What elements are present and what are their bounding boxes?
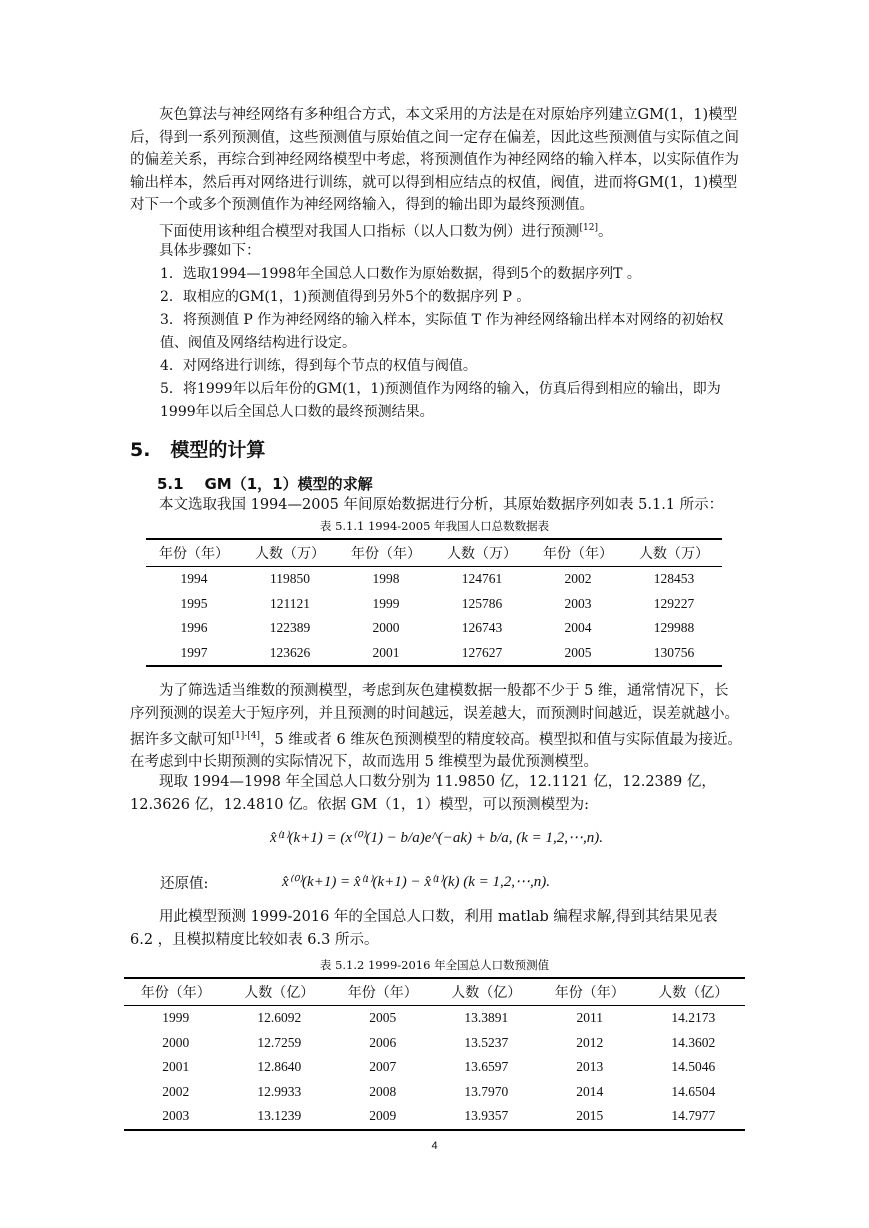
table-cell: 2009	[369, 1108, 397, 1124]
step-3: 3．将预测值 P 作为神经网络的输入样本，实际值 T 作为神经网络输出样本对网络的初始权值、阀值及网络结构进行设定。	[160, 312, 724, 351]
table-cell: 2001	[372, 644, 400, 660]
page-number: 4	[431, 1140, 438, 1152]
population-table	[146, 538, 722, 667]
predict-paragraph: 用此模型预测 1999-2016 年的全国总人口数，利用 matlab 编程求解,得到其结果见表 6.2 ，且模拟精度比较如表 6.3 所示。	[130, 909, 718, 948]
table2-header: 年份（年）	[331, 978, 435, 1006]
step-4: 4．对网络进行训练，得到每个节点的权值与阀值。	[160, 358, 477, 374]
table-cell: 124761	[461, 571, 503, 587]
table-cell: 2011	[576, 1010, 603, 1026]
combo-reference: [12]	[579, 223, 598, 233]
section-number: 5.	[130, 439, 151, 461]
table-cell: 13.3891	[464, 1010, 509, 1026]
table-cell: 1999	[162, 1010, 190, 1026]
table-cell: 2012	[576, 1034, 604, 1050]
table-cell: 1999	[372, 595, 400, 611]
table-row	[146, 641, 722, 667]
table2-header-row	[124, 978, 745, 1006]
restore-label: 还原值:	[160, 876, 209, 892]
table1-header: 人数（万）	[242, 539, 338, 567]
forecast-table	[124, 977, 745, 1131]
table1-caption: 表 5.1.1 1994-2005 年我国人口总数数据表	[319, 519, 550, 533]
table-cell: 128453	[653, 571, 695, 587]
take-paragraph: 现取 1994—1998 年全国总人口数分别为 11.9850 亿，12.1121 亿，12.2389 亿，12.3626 亿，12.4810 亿。依据 GM（1，1）模型，可以预测模型为:	[130, 774, 716, 813]
table-cell: 2008	[369, 1083, 397, 1099]
table-row	[124, 1055, 745, 1080]
intro-paragraph: 灰色算法与神经网络有多种组合方式，本文采用的方法是在对原始序列建立GM(1，1)模型后，得到一系列预测值，这些预测值与原始值之间一定存在偏差，因此这些预测值与实际值之间的偏差关系，再综合到神经网络模型中考虑，将预测值作为神经网络的输入样本，以实际值作为输出样本，然后再对网络进行训练，就可以得到相应结点的权值，阀值，进而将GM(1，1)模型对下一个或多个预测值作为神经网络输入，得到的输出即为最终预测值。	[130, 107, 739, 213]
model-formula: x̂⁽¹⁾(k+1) = (x⁽⁰⁾(1) − b/a)e^(−ak) + b/a, (k = 1,2,⋯,n).	[270, 830, 604, 846]
table2-header: 人数（亿）	[435, 978, 539, 1006]
table-cell: 13.5237	[464, 1034, 509, 1050]
table-row	[146, 592, 722, 617]
table-cell: 14.2173	[671, 1010, 716, 1026]
table-cell: 12.9933	[257, 1083, 302, 1099]
combo-end: 。	[597, 223, 613, 240]
selection-paragraph	[130, 680, 742, 774]
selection-reference: [1]-[4]	[231, 731, 261, 741]
table-cell: 129988	[653, 620, 695, 636]
table1-header: 年份（年）	[146, 539, 242, 567]
table-cell: 12.6092	[257, 1010, 302, 1026]
table-cell: 119850	[270, 571, 310, 587]
table-cell: 13.6597	[464, 1059, 509, 1075]
table-cell: 2002	[162, 1083, 190, 1099]
section-heading	[130, 435, 265, 462]
table-cell: 1997	[180, 644, 208, 660]
table-cell: 2001	[162, 1059, 190, 1075]
table1-header: 年份（年）	[530, 539, 626, 567]
table-cell: 2003	[564, 595, 592, 611]
table-cell: 2013	[576, 1059, 604, 1075]
table-row	[124, 1006, 745, 1031]
table-cell: 1998	[372, 571, 400, 587]
table1-header: 人数（万）	[434, 539, 530, 567]
table-cell: 123626	[269, 644, 311, 660]
table-cell: 14.5046	[671, 1059, 716, 1075]
table-cell: 122389	[269, 620, 311, 636]
subsection-title: GM（1，1）模型的求解	[204, 475, 373, 493]
table1-header: 年份（年）	[338, 539, 434, 567]
table-cell: 13.7970	[464, 1083, 509, 1099]
table-cell: 125786	[461, 595, 503, 611]
table-cell: 2000	[162, 1034, 190, 1050]
table-row	[146, 567, 722, 592]
table2-header: 年份（年）	[538, 978, 642, 1006]
table1-header-row	[146, 539, 722, 567]
table-cell: 2006	[369, 1034, 397, 1050]
table-cell: 121121	[270, 595, 310, 611]
table-cell: 12.7259	[257, 1034, 302, 1050]
table-cell: 129227	[653, 595, 695, 611]
subsection-number: 5.1	[157, 475, 184, 493]
table2-header: 人数（亿）	[228, 978, 332, 1006]
subsection-heading	[157, 473, 373, 494]
table-cell: 2003	[162, 1108, 190, 1124]
table-cell: 1995	[180, 595, 208, 611]
table-cell: 2000	[372, 620, 400, 636]
table2-header: 年份（年）	[124, 978, 228, 1006]
step-1: 1．选取1994—1998年全国总人口数作为原始数据，得到5个的数据序列T 。	[160, 266, 641, 282]
table-cell: 2002	[564, 571, 592, 587]
table2-header: 人数（亿）	[642, 978, 746, 1006]
subsection-intro: 本文选取我国 1994—2005 年间原始数据进行分析，其原始数据序列如表 5.1.1 所示：	[159, 497, 724, 513]
table-cell: 2007	[369, 1059, 397, 1075]
table-cell: 127627	[461, 644, 503, 660]
table-cell: 14.6504	[671, 1083, 716, 1099]
table-row	[124, 1080, 745, 1105]
selection-text-a: 为了筛选适当维数的预测模型，考虑到灰色建模数据一般都不少于 5 维，通常情况下，长序列预测的误差大于短序列，并且预测的时间越远，误差越大，而预测时间越近，误差就越小。据许多文献可知	[130, 683, 739, 748]
table-cell: 126743	[461, 620, 503, 636]
table-cell: 1994	[180, 571, 208, 587]
table-cell: 13.1239	[257, 1108, 302, 1124]
step-5: 5．将1999年以后年份的GM(1，1)预测值作为网络的输入，仿真后得到相应的输出，即为1999年以后全国总人口数的最终预测结果。	[160, 381, 721, 420]
table-cell: 14.7977	[671, 1108, 716, 1124]
selection-text-b: ，5 维或者 6 维灰色预测模型的精度较高。模型拟和值与实际值最为接近。在考虑到中长期预测的实际情况下，故而选用 5 维模型为最优预测模型。	[130, 731, 742, 771]
table-cell: 2015	[576, 1108, 604, 1124]
table-cell: 2004	[564, 620, 592, 636]
table-row	[124, 1031, 745, 1056]
restore-formula: x̂⁽⁰⁾(k+1) = x̂⁽¹⁾(k+1) − x̂⁽¹⁾(k) (k = 1,2,⋯,n).	[282, 874, 551, 890]
step-2: 2．取相应的GM(1，1)预测值得到另外5个的数据序列 P 。	[160, 289, 531, 305]
table-cell: 2014	[576, 1083, 604, 1099]
table-cell: 14.3602	[671, 1034, 716, 1050]
combo-text: 下面使用该种组合模型对我国人口指标（以人口数为例）进行预测	[159, 223, 580, 240]
table-cell: 12.8640	[257, 1059, 302, 1075]
table-cell: 2005	[369, 1010, 397, 1026]
table-cell: 13.9357	[464, 1108, 509, 1124]
table-cell: 130756	[653, 644, 695, 660]
section-title: 模型的计算	[170, 439, 266, 461]
table1-header: 人数（万）	[626, 539, 722, 567]
table2-caption: 表 5.1.2 1999-2016 年全国总人口数预测值	[319, 958, 550, 972]
table-cell: 2005	[564, 644, 592, 660]
table-row	[124, 1104, 745, 1130]
table-cell: 1996	[180, 620, 208, 636]
table-row	[146, 616, 722, 641]
steps-intro: 具体步骤如下：	[159, 243, 261, 259]
